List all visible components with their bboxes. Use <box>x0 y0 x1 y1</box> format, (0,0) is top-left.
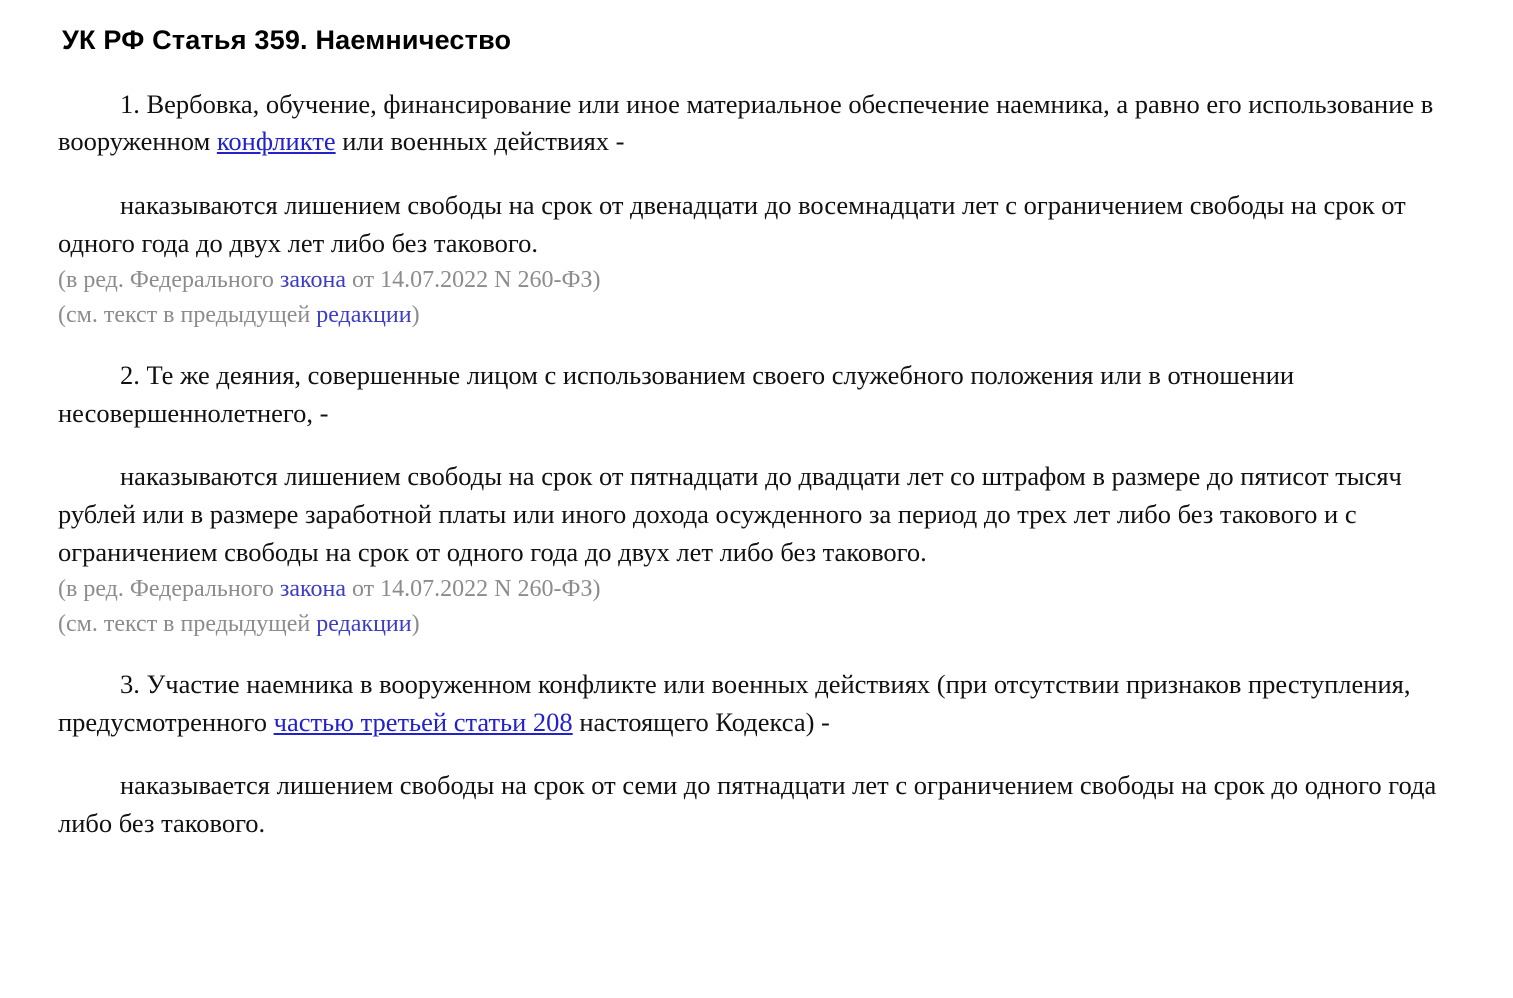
part-1-previous-note-after: ) <box>411 301 420 328</box>
link-chast-tretya-statyi-208[interactable]: частью третьей статьи 208 <box>273 706 573 737</box>
article-part-3-text <box>58 666 1483 741</box>
part-1-edition-note-before: (в ред. Федерального <box>58 267 280 294</box>
article-part-1-penalty: наказываются лишением свободы на срок от двенадцати до восемнадцати лет с ограничением свободы на срок от одного года до двух лет либо без такового. <box>58 190 1406 258</box>
part-1-text-before: 1. Вербовка, обучение, финансирование или иное материальное обеспечение наемника, а равно его использование в вооруженном <box>58 88 1434 157</box>
article-part-3-penalty: наказывается лишением свободы на срок от семи до пятнадцати лет с ограничением свободы на срок до одного года либо без такового. <box>58 770 1437 838</box>
part-1-previous-note <box>58 299 1483 331</box>
part-2-previous-note-after: ) <box>411 610 420 637</box>
link-redakcii-1[interactable]: редакции <box>316 301 412 328</box>
part-3-text-before: 3. Участие наемника в вооруженном конфликте или военных действиях (при отсутствии признаков преступления, предусмотренного <box>58 668 1411 737</box>
part-1-edition-note <box>58 264 1483 296</box>
part-2-edition-note <box>58 573 1483 605</box>
part-2-edition-note-after: от 14.07.2022 N 260-ФЗ) <box>345 576 601 603</box>
link-zakona-2[interactable]: закона <box>279 576 346 603</box>
part-2-edition-note-before: (в ред. Федерального <box>58 576 280 603</box>
article-part-2-text: 2. Те же деяния, совершенные лицом с использованием своего служебного положения или в отношении несовершеннолетнего, - <box>58 360 1295 428</box>
page-title: УК РФ Статья 359. Наемничество <box>62 25 512 55</box>
part-1-edition-note-after: от 14.07.2022 N 260-ФЗ) <box>345 267 601 294</box>
link-zakona-1[interactable]: закона <box>279 267 346 294</box>
part-2-previous-note <box>58 608 1483 640</box>
part-3-text-after: настоящего Кодекса) - <box>572 706 830 737</box>
article-part-1-text <box>58 86 1483 161</box>
link-redakcii-2[interactable]: редакции <box>316 610 412 637</box>
part-1-previous-note-before: (см. текст в предыдущей <box>58 301 317 328</box>
part-1-text-after: или военных действиях - <box>335 126 625 157</box>
part-2-previous-note-before: (см. текст в предыдущей <box>58 610 317 637</box>
link-konflikte[interactable]: конфликте <box>216 126 336 157</box>
article-part-2-penalty: наказываются лишением свободы на срок от пятнадцати до двадцати лет со штрафом в размере до пятисот тысяч рублей или в размере заработной платы или иного дохода осужденного за период до трех лет либо без такового и с ограничением свободы на срок от одного года до двух лет либо без такового. <box>58 461 1402 567</box>
